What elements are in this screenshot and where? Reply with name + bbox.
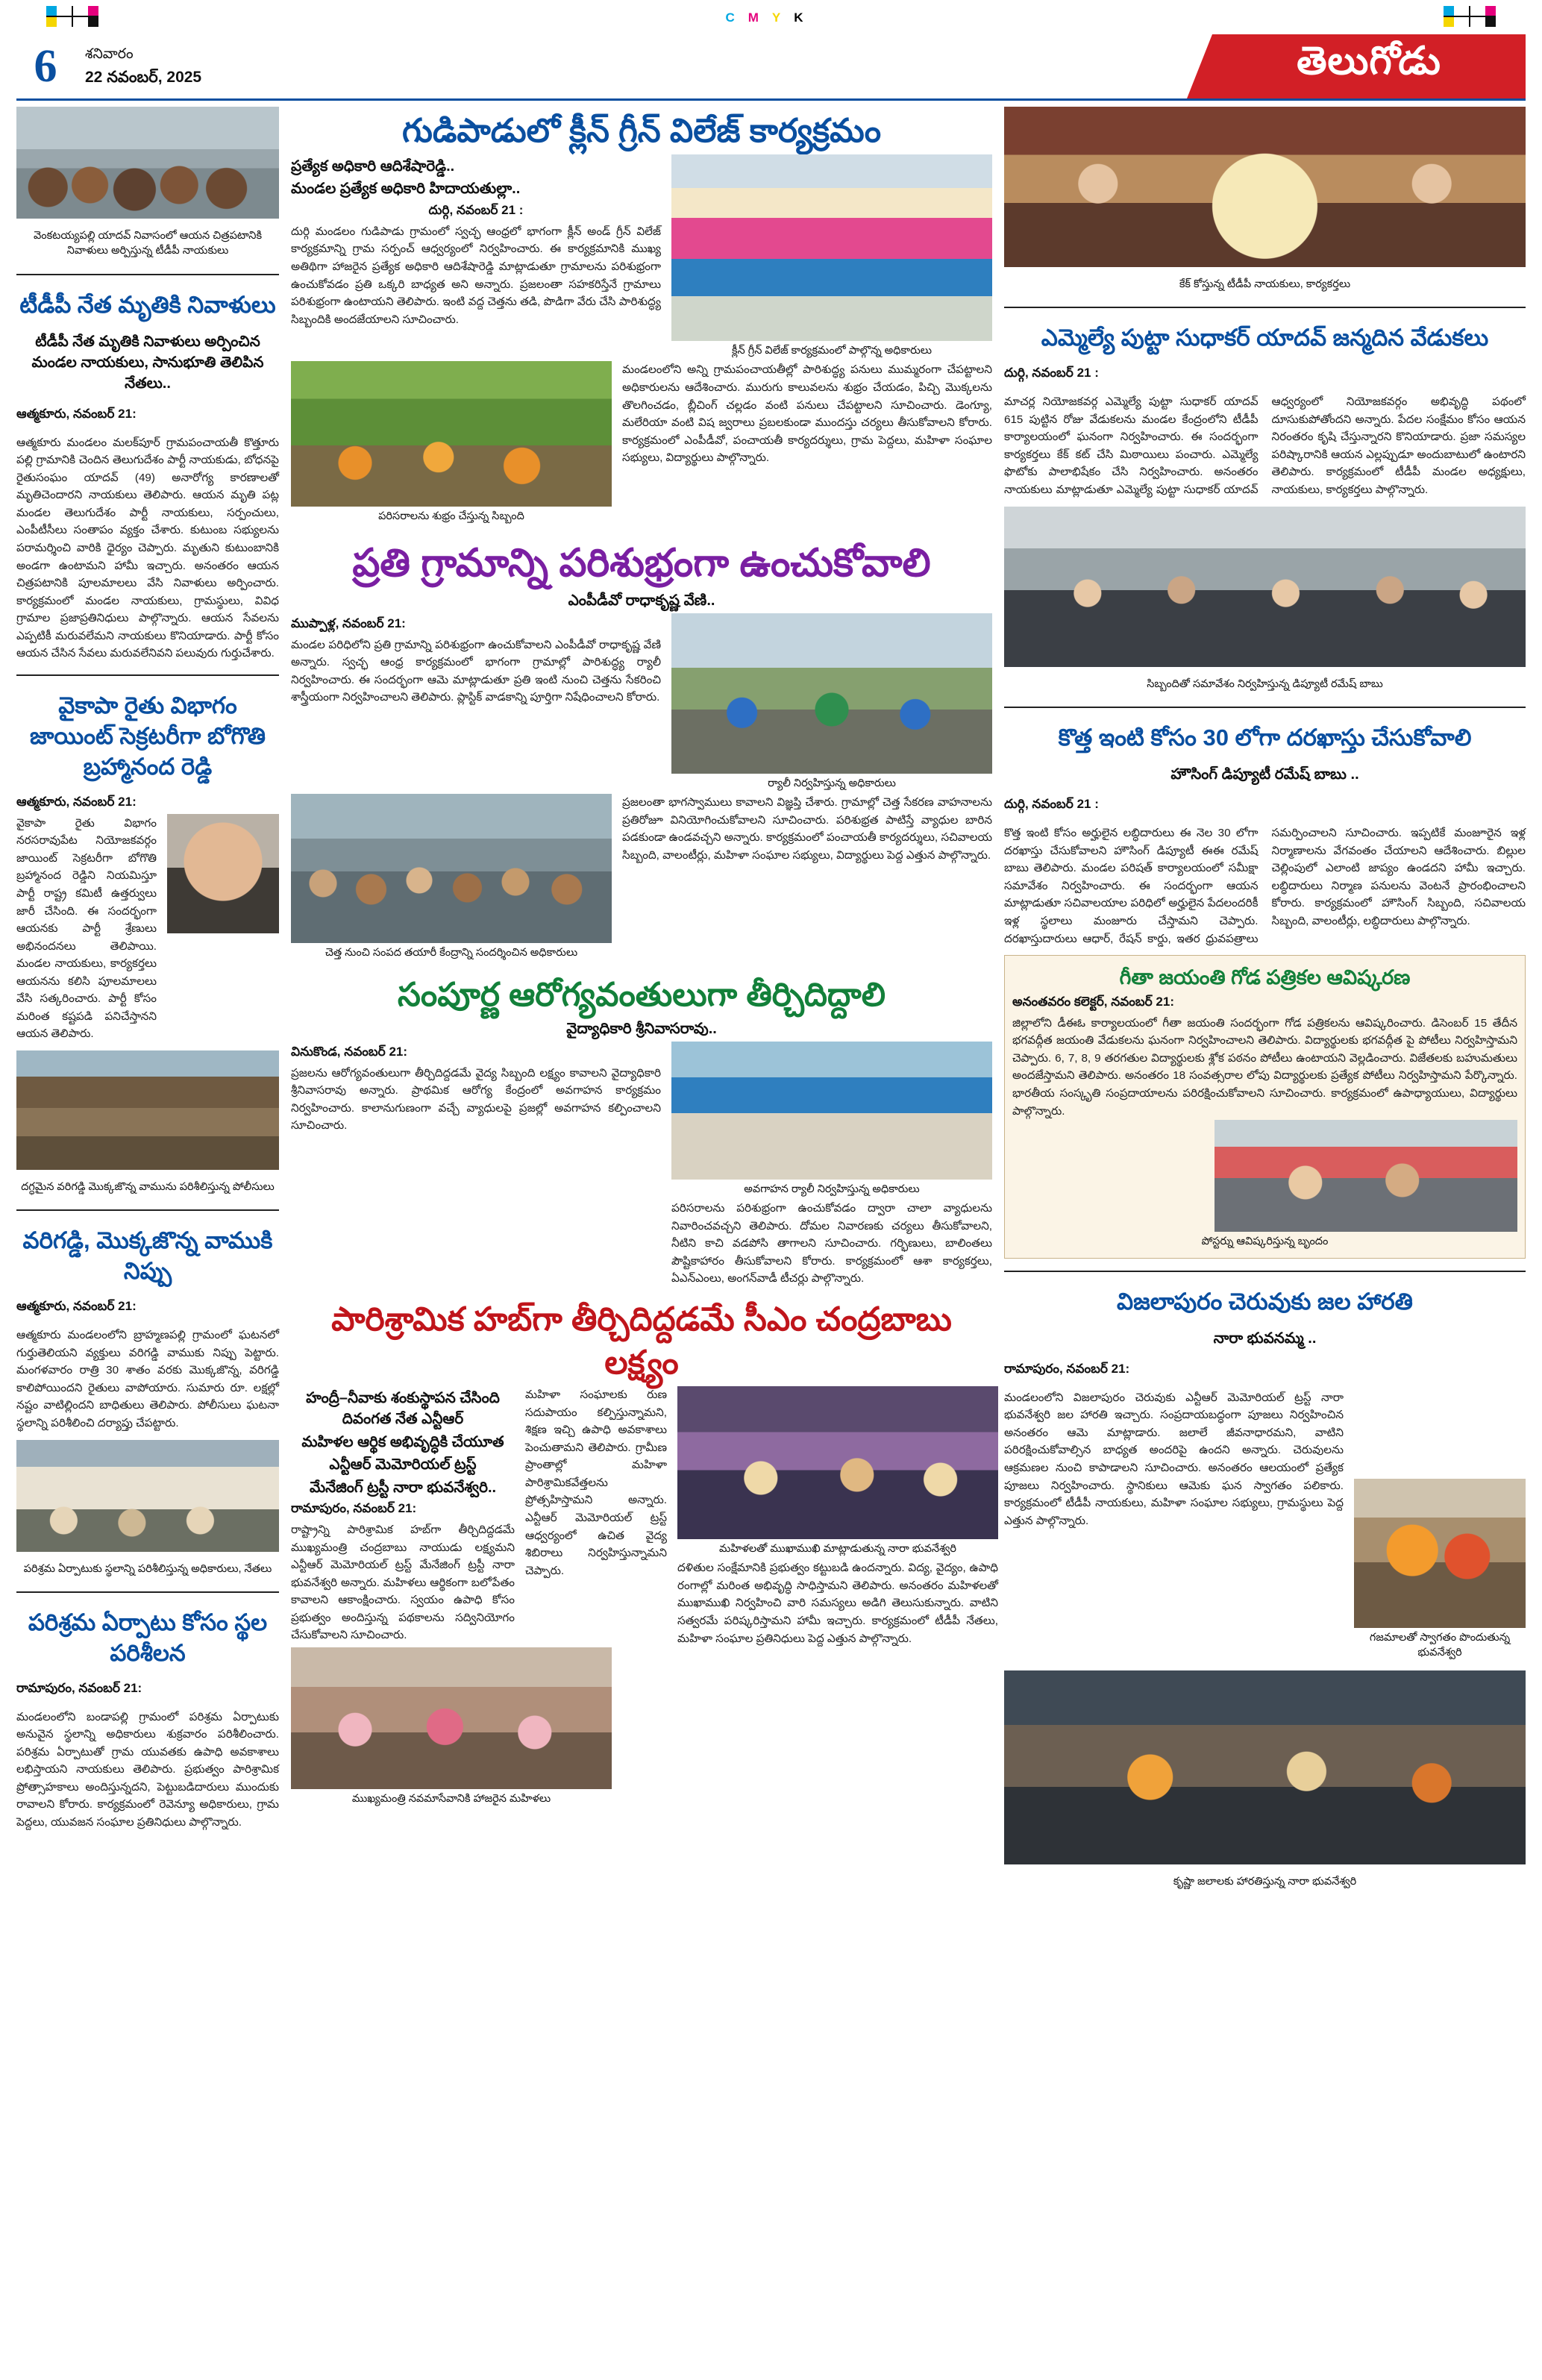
story-subheadline: మండల ప్రత్యేక అధికారి హిదాయతుల్లా..	[291, 181, 521, 198]
story-body: ఆత్మకూరు మండలం మలక్‌పూర్ గ్రామపంచాయతీ కొత్తూరు పల్లి గ్రామానికి చెందిన తెలుగుదేశం పార్టీ నాయకుడు, బోధనపై రైతుసంఘం యాదవ్ (49) అనారోగ్య కారణాలతో మృతిచెందారని నాయకులు తెలిపారు. ఆయన మృతి పట్ల మండల తెలుగుదేశం పార్టీ నాయకులు, సర్పంచులు, ఎంపీటీసీలు సంతాపం వ్యక్తం చేశారు. కుటుంబ సభ్యులను పరామర్శించి వారికి ధైర్యం చెప్పారు. మృతుని కుటుంబానికి అండగా ఉంటామని హామీ ఇచ్చారు. అనంతరం ఆయన చిత్రపటానికి పూలమాలలు వేసి నివాళులు అర్పించారు. కార్యక్రమంలో మండల నాయకులు, గ్రామస్థులు, వివిధ గ్రామాల ప్రజాప్రతినిధులు పాల్గొన్నారు. ఆయన సేవలను ఎప్పటికీ మరువలేమని నాయకులు కొనియాడారు. పార్టీ కోసం ఆయన చేసిన సేవలు మరువలేనివని పలువురు గుర్తుచేశారు.	[16, 436, 279, 660]
photo-caption: పోస్టర్ను ఆవిష్కరిస్తున్న బృందం	[1201, 1236, 1329, 1248]
divider	[16, 274, 279, 275]
story-body: మండల పరిధిలోని ప్రతి గ్రామాన్ని పరిశుభ్రంగా ఉంచుకోవాలని ఎంపీడీవో రాధాకృష్ణ వేణి అన్నారు. స్వచ్ఛ ఆంధ్ర కార్యక్రమంలో భాగంగా గ్రామాల్లో పారిశుద్ధ్య ర్యాలీ నిర్వహించారు. ఈ సందర్భంగా ఆమె మాట్లాడుతూ ప్రతి ఇంటి నుంచి చెత్తను సేకరించి శాస్త్రీయంగా నిర్వహించాలని తెలిపారు. ప్లాస్టిక్ వాడకాన్ని పూర్తిగా నిషేధించాలని కోరారు.	[291, 638, 661, 704]
story-dateline: అనంతవరం కలెక్టర్, నవంబర్ 21:	[1012, 994, 1174, 1009]
photo-awareness-rally	[671, 1042, 992, 1180]
photo-sanitation-rally	[671, 613, 992, 774]
photo-garland-welcome	[1354, 1479, 1526, 1628]
article-row	[1012, 1015, 1517, 1120]
page-number: 6	[34, 41, 57, 92]
story-body: మండలంలోని బండాపల్లి గ్రామంలో పరిశ్రమ ఏర్పాటుకు అనువైన స్థలాన్ని అధికారులు శుక్రవారం పరిశీలించారు. పరిశ్రమ ఏర్పాటుతో గ్రామ యువతకు ఉపాధి అవకాశాలు లభిస్తాయని నాయకులు తెలిపారు. ప్రభుత్వం పారిశ్రామిక ప్రోత్సాహకాలు అందిస్తున్నదని, పెట్టుబడిదారులు ముందుకు రావాలని కోరారు. కార్యక్రమంలో రెవెన్యూ అధికారులు, గ్రామ పెద్దలు, యువజన సంఘాల ప్రతినిధులు పాల్గొన్నారు.	[16, 1710, 279, 1829]
story-body: మండలంలోని అన్ని గ్రామపంచాయతీల్లో పారిశుద్ధ్య పనులు ముమ్మరంగా చేపట్టాలని అధికారులను ఆదేశించారు. మురుగు కాలువలను శుభ్రం చేయడం, పిచ్చి మొక్కలను తొలగించడం, బ్లీచింగ్ చల్లడం వంటి పనులు చేపట్టాలని సూచించారు. డెంగ్యూ, మలేరియా వంటి విష జ్వరాలు ప్రబలకుండా ముందస్తు చర్యలు తీసుకోవాలని కోరారు. కార్యక్రమంలో ఎంపీడీవో, పంచాయతీ కార్యదర్శులు, గ్రామ పెద్దలు, మహిళా సంఘాల సభ్యులు, విద్యార్థులు పాల్గొన్నారు.	[622, 363, 992, 465]
photo-caption: అవగాహన ర్యాలీ నిర్వహిస్తున్న అధికారులు	[744, 1183, 920, 1195]
story-body: ఆత్మకూరు మండలంలోని బ్రాహ్మణపల్లి గ్రామంలో ఘటనలో గుర్తుతెలియని వ్యక్తులు వరిగడ్డి వాముకు నిప్పు పెట్టారు. మంగళవారం రాత్రి 30 శాతం వరకు మొక్కజొన్న, వరిగడ్డి కాలిపోయిందని రైతులు వాపోయారు. సుమారు రూ. లక్షల్లో నష్టం వాటిల్లిందని బాధితులు తెలిపారు. పోలీసులు ఘటనా స్థలాన్ని పరిశీలించి దర్యాప్తు చేపట్టారు.	[16, 1329, 279, 1429]
story-subheadline: ప్రత్యేక అధికారి ఆదిశేషారెడ్డి..	[291, 158, 455, 175]
registration-bar	[16, 0, 1526, 34]
date-label: 22 నవంబర్, 2025	[85, 68, 202, 86]
story-subheadline: హంద్రీ–నీవాకు శంకుస్థాపన చేసింది దివంగత నేత ఎన్టీఆర్	[306, 1390, 500, 1428]
story-headline: ఎమ్మెల్యే పుట్టా సుధాకర్ యాదవ్ జన్మదిన వేడుకలు	[1041, 325, 1489, 351]
story-headline: వరిగడ్డి, మొక్కజొన్న వాముకి నిప్పు	[22, 1227, 273, 1285]
story-body: కొత్త ఇంటి కోసం అర్హులైన లబ్ధిదారులు ఈ నెల 30 లోగా దరఖాస్తు చేసుకోవాలని హౌసింగ్ డిప్యూటీ ఈఈ రమేష్ బాబు తెలిపారు. మండల పరిషత్ కార్యాలయంలో సమీక్షా సమావేశం నిర్వహించారు. ఈ సందర్భంగా ఆయన మాట్లాడుతూ సచివాలయాల పరిధిలో అర్హులైన పేదలందరికీ ఇళ్ల స్థలాలు మంజూరు చేస్తామని చెప్పారు. దరఖాస్తుదారులు ఆధార్, రేషన్ కార్డు, ఇతర ధ్రువపత్రాలు సమర్పించాలని సూచించారు. ఇప్పటికే మంజూరైన ఇళ్ల నిర్మాణాలను వేగవంతం చేయాలని ఆదేశించారు. బిల్లుల చెల్లింపులో ఎలాంటి జాప్యం ఉండదని హామీ ఇచ్చారు. లబ్ధిదారులు నిర్మాణ పనులను వెంటనే ప్రారంభించాలని కోరారు. కార్యక్రమంలో హౌసింగ్ సిబ్బంది, సచివాలయ సిబ్బంది, వాలంటీర్లు, లబ్ధిదారులు పాల్గొన్నారు.	[1004, 827, 1526, 945]
story-dateline: రామాపురం, నవంబర్ 21:	[16, 1680, 142, 1695]
cmyk-c: C	[725, 10, 748, 25]
photo-caption: క్లీన్ గ్రీన్ విలేజ్ కార్యక్రమంలో పాల్గొన్న అధికారులు	[731, 345, 933, 357]
photo-jala-harathi	[1004, 1670, 1526, 1864]
publication-name: తెలుగోడు	[1297, 40, 1441, 83]
story-body: పరిసరాలను పరిశుభ్రంగా ఉంచుకోవడం ద్వారా చాలా వ్యాధులను నివారించవచ్చని తెలిపారు. దోమల నివారణకు చర్యలు తీసుకోవాలని, నీటిని కాచి వడపోసి తాగాలని సూచించారు. గర్భిణులు, బాలింతలు పౌష్టికాహారం తీసుకోవాలని కోరారు. కార్యక్రమంలో ఆశా కార్యకర్తలు, ఏఎన్ఎంలు, అంగన్‌వాడీ టీచర్లు పాల్గొన్నారు.	[671, 1202, 992, 1285]
story-body: మాచర్ల నియోజకవర్గ ఎమ్మెల్యే పుట్టా సుధాకర్ యాదవ్ 615 పుట్టిన రోజు వేడుకలను మండల కేంద్రంలోని టీడీపీ కార్యాలయంలో ఘనంగా నిర్వహించారు. ఈ సందర్భంగా కార్యకర్తలు కేక్ కట్ చేసి మిఠాయిలు పంచారు. ఎమ్మెల్యే ఫొటోకు పాలాభిషేకం చేసి నిర్వహించారు. అనంతరం నాయకులు మాట్లాడుతూ ఎమ్మెల్యే పుట్టా సుధాకర్ యాదవ్ ఆధ్వర్యంలో నియోజకవర్గం అభివృద్ధి పథంలో దూసుకుపోతోందని అన్నారు. పేదల సంక్షేమం కోసం ఆయన నిరంతరం కృషి చేస్తున్నారని కొనియాడారు. ప్రజా సమస్యల పరిష్కారానికి ఆయన ఎల్లప్పుడూ అందుబాటులో ఉంటారని తెలిపారు. కార్యక్రమంలో టీడీపీ మండల అధ్యక్షులు, నాయకులు, కార్యకర్తలు పాల్గొన్నారు.	[1004, 395, 1526, 497]
story-headline: గీతా జయంతి గోడ పత్రికల ఆవిష్కరణ	[1119, 966, 1411, 989]
cmyk-y: Y	[771, 10, 794, 25]
photo-caption: కేక్ కోస్తున్న టీడీపీ నాయకులు, కార్యకర్తలు	[1179, 278, 1351, 290]
article-keep-village-clean	[291, 535, 992, 964]
photo-sanitation-work	[291, 361, 612, 507]
story-dateline: ఆత్మకూరు, నవంబర్ 21:	[16, 1299, 137, 1314]
photo-caption: ముఖ్యమంత్రి నవమాసేవానికి హాజరైన మహిళలు	[351, 1793, 551, 1806]
right-column	[1004, 107, 1526, 1893]
divider	[1004, 307, 1526, 308]
article-row	[291, 1386, 998, 1647]
story-headline: వైకాపా రైతు విభాగం జాయింట్ సెక్రటరీగా బోగొతి బ్రహ్మానంద రెడ్డి	[29, 692, 266, 780]
story-body: దళితుల సంక్షేమానికి ప్రభుత్వం కట్టుబడి ఉందన్నారు. విద్య, వైద్యం, ఉపాధి రంగాల్లో మరింత అభివృద్ధి సాధిస్తామని తెలిపారు. అనంతరం మహిళలతో ముఖాముఖి నిర్వహించి వారి సమస్యలు అడిగి తెలుసుకున్నారు. వాటిని సత్వరమే పరిష్కరిస్తామని హామీ ఇచ్చారు. కార్యక్రమంలో టీడీపీ నేతలు, మహిళా సంఘాల ప్రతినిధులు పెద్ద ఎత్తున పాల్గొన్నారు.	[677, 1562, 998, 1645]
divider	[1004, 707, 1526, 708]
story-headline: గుడిపాడులో క్లీన్ గ్రీన్ విలేజ్ కార్యక్రమం	[401, 113, 882, 149]
story-headline: ప్రతి గ్రామాన్ని పరిశుభ్రంగా ఉంచుకోవాలి	[352, 541, 931, 585]
photo-caption: చెత్త నుంచి సంపద తయారీ కేంద్రాన్ని సందర్శించిన అధికారులు	[325, 946, 578, 959]
story-headline: పారిశ్రామిక హబ్‌గా తీర్చిదిద్దడమే సీఎం చంద్రబాబు లక్ష్యం	[331, 1300, 952, 1381]
article-clean-green-village	[291, 107, 992, 527]
divider	[16, 1591, 279, 1593]
story-dateline: రామాపురం, నవంబర్ 21:	[291, 1500, 417, 1515]
story-subheadline: హౌసింగ్ డిప్యూటీ రమేష్ బాబు ..	[1170, 765, 1359, 783]
story-dateline: ఆత్మకూరు, నవంబర్ 21:	[16, 794, 137, 809]
photo-caption: పరిశ్రమ ఏర్పాటుకు స్థలాన్ని పరిశీలిస్తున్న అధికారులు, నేతలు	[23, 1562, 272, 1575]
story-subheadline: టీడీపీ నేత మృతికి నివాళులు అర్పించిన మండల నాయకులు, సానుభూతి తెలిపిన నేతలు..	[31, 333, 264, 392]
story-dateline: దుర్గి, నవంబర్ 21 :	[428, 202, 524, 217]
story-subheadline: మహిళల ఆర్థిక అభివృద్ధికి చేయూత	[301, 1433, 504, 1450]
photo-caption: మహిళలతో ముఖాముఖి మాట్లాడుతున్న నారా భువనేశ్వరి	[719, 1543, 956, 1556]
registration-mark-right	[1444, 6, 1496, 27]
cmyk-color-bar	[725, 10, 816, 25]
article-industrial-hub	[291, 1295, 998, 1810]
story-subheadline: ఎంపీడీవో రాధాకృష్ణ వేణి..	[568, 592, 715, 610]
date-block	[75, 34, 201, 98]
weekday-label: శనివారం	[85, 46, 134, 62]
story-body: ప్రజలంతా భాగస్వాములు కావాలని విజ్ఞప్తి చేశారు. గ్రామాల్లో చెత్త సేకరణ వాహనాలను ప్రతిరోజూ వినియోగించుకోవాలని సూచించారు. పరిశుభ్రత పాటిస్తే వ్యాధుల బారిన పడకుండా ఉండవచ్చని అన్నారు. కార్యక్రమంలో పంచాయతీ కార్యదర్శులు, సచివాలయ సిబ్బంది, వాలంటీర్లు, మహిళా సంఘాల సభ్యులు, విద్యార్థులు పెద్ద ఎత్తున పాల్గొన్నారు.	[622, 795, 992, 862]
story-body: దుర్గి మండలం గుడిపాడు గ్రామంలో స్వచ్ఛ ఆంధ్రలో భాగంగా క్లీన్ అండ్ గ్రీన్ విలేజ్ కార్యక్రమాన్ని గ్రామ సర్పంచ్ ఆధ్వర్యంలో నిర్వహించారు. ఈ కార్యక్రమానికి ముఖ్య అతిథిగా హాజరైన ప్రత్యేక అధికారి ఆదిశేషారెడ్డి మాట్లాడుతూ గ్రామాలను పరిశుభ్రంగా ఉంచుకోవడం ప్రతి ఒక్కరి బాధ్యత అని అన్నారు. ప్రజలంతా సహకరిస్తేనే గ్రామాలు పరిశుభ్రంగా ఉంటాయని తెలిపారు. ఇంటి వద్ద చెత్తను తడి, పొడిగా వేరు చేసి పారిశుద్ధ్య సిబ్బందికి అందజేయాలని సూచించారు.	[291, 225, 661, 326]
page-grid	[16, 107, 1526, 1893]
photo-caption: గజమాలతో స్వాగతం పొందుతున్న భువనేశ్వరి	[1369, 1631, 1511, 1659]
center-column	[291, 107, 998, 1809]
story-subheadline: మేనేజింగ్ ట్రస్టీ నారా భువనేశ్వరి..	[309, 1479, 497, 1496]
story-dateline: వినుకొండ, నవంబర్ 21:	[291, 1044, 408, 1059]
story-headline: కొత్త ఇంటి కోసం 30 లోగా దరఖాస్తు చేసుకోవాలి	[1058, 724, 1472, 751]
story-dateline: రామాపురం, నవంబర్ 21:	[1004, 1361, 1130, 1376]
photo-site-inspection	[16, 1440, 279, 1552]
story-headline: టీడీపీ నేత మృతికి నివాళులు	[19, 291, 276, 318]
photo-birthday-cake-cutting	[1004, 107, 1526, 267]
photo-mass-sanitation-drive	[671, 154, 992, 341]
registration-mark-left	[46, 6, 98, 27]
story-dateline: ఆత్మకూరు, నవంబర్ 21:	[16, 406, 137, 421]
article-row	[1004, 1389, 1526, 1664]
story-body: ప్రజలను ఆరోగ్యవంతులుగా తీర్చిదిద్దడమే వైద్య సిబ్బంది లక్ష్యం కావాలని వైద్యాధికారి శ్రీనివాసరావు అన్నారు. ప్రాథమిక ఆరోగ్య కేంద్రంలో అవగాహన కార్యక్రమం నిర్వహించారు. కాలానుగుణంగా వచ్చే వ్యాధులపై ప్రజల్లో అవగాహన కల్పించాలని సూచించారు.	[291, 1066, 661, 1133]
photo-cm-interaction	[677, 1386, 998, 1539]
cmyk-k: K	[794, 10, 817, 25]
article-gita-jayanti	[1004, 955, 1526, 1259]
story-headline: విజలాపురం చెరువుకు జల హారతి	[1117, 1288, 1413, 1315]
article-row	[291, 794, 992, 963]
story-headline: పరిశ్రమ ఏర్పాటు కోసం స్థల పరిశీలన	[28, 1609, 268, 1666]
story-body: జిల్లాలోని డీఈఓ కార్యాలయంలో గీతా జయంతి సందర్భంగా గోడ పత్రికలను ఆవిష్కరించారు. డిసెంబర్ 15 తేదీన భగవద్గీత జయంతి వేడుకలను ఘనంగా నిర్వహించాలని తెలిపారు. విద్యార్థులకు భగవద్గీత పై పోటీలు నిర్వహిస్తామని చెప్పారు. 6, 7, 8, 9 తరగతుల విద్యార్థులకు శ్లోక పఠనం పోటీలు ఉంటాయని వెల్లడించారు. విజేతలకు బహుమతులు అందజేస్తామని తెలిపారు. అనంతరం 18 సంవత్సరాల లోపు విద్యార్థులకు ప్రత్యేక పోటీలు నిర్వహిస్తామని పేర్కొన్నారు. భారతీయ సంస్కృతి సంప్రదాయాలను పరిరక్షించుకోవాలని సూచించారు. కార్యక్రమంలో ఉపాధ్యాయులు, విద్యార్థులు పాల్గొన్నారు.	[1012, 1016, 1517, 1118]
cmyk-m: M	[748, 10, 772, 25]
photo-caption: ర్యాలీ నిర్వహిస్తున్న అధికారులు	[768, 777, 896, 789]
article-row	[291, 613, 992, 794]
story-subheadline: నారా భువనమ్మ ..	[1213, 1330, 1317, 1347]
photo-burnt-haystack	[16, 1050, 279, 1170]
left-column	[16, 107, 279, 1832]
photo-poster-release	[1215, 1120, 1517, 1232]
photo-portrait-brahmananda-reddy	[167, 814, 279, 933]
story-dateline: దుర్గి, నవంబర్ 21 :	[1004, 797, 1099, 812]
story-body: మండలంలోని విజలాపురం చెరువుకు ఎన్టీఆర్ మెమోరియల్ ట్రస్ట్ నారా భువనేశ్వరి జల హారతి ఇచ్చారు. సంప్రదాయబద్ధంగా పూజలు నిర్వహించిన అనంతరం ఆమె మాట్లాడారు. జలాలే జీవనాధారమని, వాటిని పరిరక్షించుకోవాల్సిన బాధ్యత అందరిపై ఉందని అన్నారు. చెరువులను ఆక్రమణల నుంచి కాపాడాలని సూచించారు. అనంతరం ఆలయంలో ప్రత్యేక పూజలు నిర్వహించారు. స్థానికులు ఆమెకు ఘన స్వాగతం పలికారు. కార్యక్రమంలో టీడీపీ నాయకులు, మహిళా సంఘాల సభ్యులు, గ్రామస్థులు పెద్ద ఎత్తున పాల్గొన్నారు.	[1004, 1391, 1344, 1527]
photo-caption: సిబ్బందితో సమావేశం నిర్వహిస్తున్న డిప్యూటీ రమేష్ బాబు	[1147, 677, 1383, 690]
story-dateline: ముప్పాళ్ల, నవంబర్ 21:	[291, 616, 406, 630]
photo-tdp-leaders-tribute	[16, 107, 279, 219]
story-subheadline: ఎన్టీఆర్ మెమోరియల్ ట్రస్ట్	[329, 1456, 477, 1474]
story-body: వైకాపా రైతు విభాగం నరసరావుపేట నియోజకవర్గం జాయింట్ సెక్రటరీగా బోగొతి బ్రహ్మానంద రెడ్డిని నియమిస్తూ పార్టీ రాష్ట్ర కమిటీ ఉత్తర్వులు జారీ చేసింది. ఈ సందర్భంగా ఆయనకు పార్టీ శ్రేణులు అభినందనలు తెలిపాయి. మండల నాయకులు, కార్యకర్తలు ఆయనను కలిసి పూలమాలలు వేసి సత్కరించారు. పార్టీ కోసం మరింత కష్టపడి పనిచేస్తానని ఆయన తెలిపారు.	[16, 816, 157, 1041]
article-row	[291, 1042, 992, 1288]
story-subheadline: వైద్యాధికారి శ్రీనివాసరావు..	[566, 1021, 717, 1038]
story-with-portrait	[16, 792, 279, 1043]
publication-brand	[1212, 34, 1526, 98]
photo-waste-to-wealth-center	[291, 794, 612, 943]
story-body: మహిళా సంఘాలకు రుణ సదుపాయం కల్పిస్తున్నామని, శిక్షణ ఇచ్చి ఉపాధి అవకాశాలు పెంచుతామని తెలిపారు. గ్రామీణ ప్రాంతాల్లో మహిళా పారిశ్రామికవేత్తలను ప్రోత్సహిస్తామని అన్నారు. ఎన్టీఆర్ మెమోరియల్ ట్రస్ట్ ఆధ్వర్యంలో ఉచిత వైద్య శిబిరాలు నిర్వహిస్తున్నామని చెప్పారు.	[525, 1388, 667, 1577]
story-body: రాష్ట్రాన్ని పారిశ్రామిక హబ్‌గా తీర్చిదిద్దడమే ముఖ్యమంత్రి చంద్రబాబు నాయుడు లక్ష్యమని ఎన్టీఆర్ మెమోరియల్ ట్రస్ట్ మేనేజింగ్ ట్రస్టీ నారా భువనేశ్వరి అన్నారు. మహిళలు ఆర్థికంగా బలోపేతం కావాలని ఆకాంక్షించారు. స్వయం ఉపాధి కోసం ప్రభుత్వం అందిస్తున్న పథకాలను సద్వినియోగం చేసుకోవాలని సూచించారు.	[291, 1523, 515, 1642]
story-dateline: దుర్గి, నవంబర్ 21 :	[1004, 366, 1099, 381]
story-headline: సంపూర్ణ ఆరోగ్యవంతులుగా తీర్చిదిద్దాలి	[398, 977, 886, 1014]
article-row	[291, 1647, 992, 1809]
masthead-spacer	[201, 34, 1212, 98]
divider	[16, 1209, 279, 1211]
article-row	[291, 361, 992, 527]
divider	[1004, 1271, 1526, 1272]
article-row	[291, 154, 992, 361]
photo-caption: కృష్ణా జలాలకు హారతిస్తున్న నారా భువనేశ్వరి	[1173, 1876, 1357, 1888]
photo-caption: పరిసరాలను శుభ్రం చేస్తున్న సిబ్బంది	[378, 510, 524, 523]
divider	[16, 674, 279, 676]
photo-women-attendees	[291, 1647, 612, 1789]
photo-caption: వెంకటయ్యపల్లి యాదవ్ నివాసంలో ఆయన చిత్రపటానికి నివాళులు అర్పిస్తున్న టీడీపీ నాయకులు	[33, 230, 263, 257]
photo-staff-meeting	[1004, 507, 1526, 667]
masthead	[16, 34, 1526, 101]
article-health-awareness	[291, 971, 992, 1288]
photo-caption: దగ్ధమైన వరిగడ్డి మొక్కజొన్న వామును పరిశీలిస్తున్న పోలీసులు	[21, 1181, 275, 1194]
